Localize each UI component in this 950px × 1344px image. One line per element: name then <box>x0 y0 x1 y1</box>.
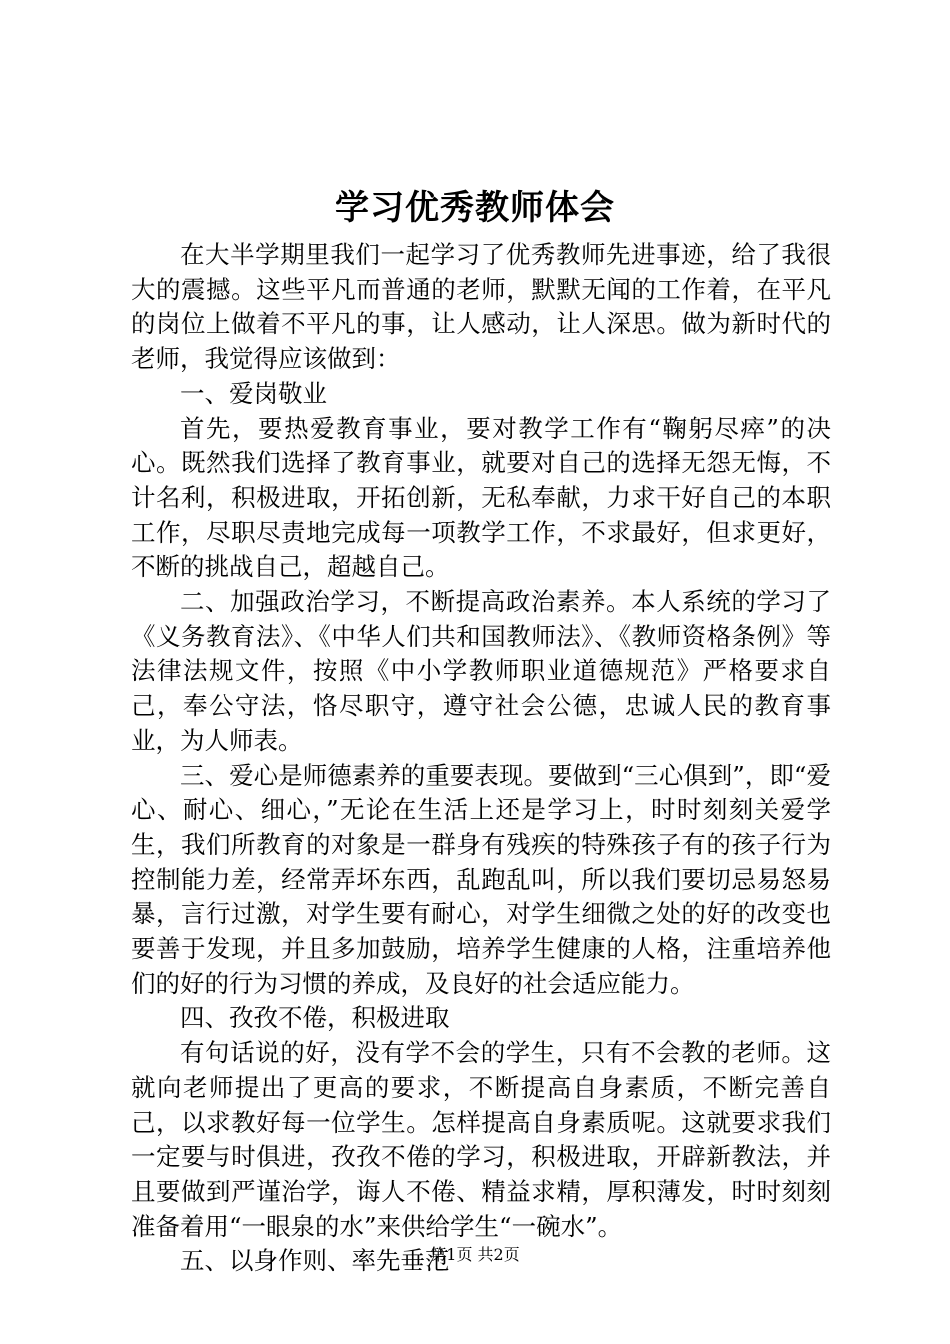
section-heading-5: 五、以身作则、率先垂范 <box>180 1246 450 1276</box>
section-heading-1: 一、爱岗敬业 <box>180 378 327 408</box>
paragraph-2: 二、加强政治学习，不断提高政治素养。本人系统的学习了《义务教育法》、《中华人们共和国教师法》、《教师资格条例》等法律法规文件，按照《中小学教师职业道德规范》严格要求自己，奉公守法，恪尽职守，遵守社会公德，忠诚人民的教育事业，为人师表。 <box>131 587 831 755</box>
section-heading-4: 四、孜孜不倦，积极进取 <box>180 1003 450 1033</box>
paragraph-1: 首先，要热爱教育事业，要对教学工作有“鞠躬尽瘁”的决心。既然我们选择了教育事业，就要对自己的选择无怨无悔，不计名利，积极进取，开拓创新，无私奉献，力求干好自己的本职工作，尽职尽责地完成每一项教学工作，不求最好，但求更好，不断的挑战自己，超越自己。 <box>131 413 831 582</box>
paragraph-3: 三、爱心是师德素养的重要表现。要做到“三心俱到”，即“爱心、耐心、细心，”无论在生活上还是学习上，时时刻刻关爱学生，我们所教育的对象是一群身有残疾的特殊孩子有的孩子行为控制能力差，经常弄坏东西，乱跑乱叫，所以我们要切忌易怒易暴，言行过激，对学生要有耐心，对学生细微之处的好的改变也要善于发现，并且多加鼓励，培养学生健康的人格，注重培养他们的好的行为习惯的养成，及良好的社会适应能力。 <box>131 760 831 998</box>
paragraph-intro: 在大半学期里我们一起学习了优秀教师先进事迹，给了我很大的震撼。这些平凡而普通的老师，默默无闻的工作着，在平凡的岗位上做着不平凡的事，让人感动，让人深思。做为新时代的老师，我觉得应该做到： <box>131 240 831 374</box>
paragraph-4: 有句话说的好，没有学不会的学生，只有不会教的老师。这就向老师提出了更高的要求，不断提高自身素质，不断完善自己，以求教好每一位学生。怎样提高自身素质呢。这就要求我们一定要与时俱进，孜孜不倦的学习，积极进取，开辟新教法，并且要做到严谨治学，诲人不倦、精益求精，厚积薄发，时时刻刻准备着用“一眼泉的水”来供给学生“一碗水”。 <box>131 1038 831 1241</box>
page-footer: 第1页 共2页 <box>430 1245 520 1264</box>
document-body <box>131 238 831 1279</box>
document-title: 学习优秀教师体会 <box>335 188 615 228</box>
